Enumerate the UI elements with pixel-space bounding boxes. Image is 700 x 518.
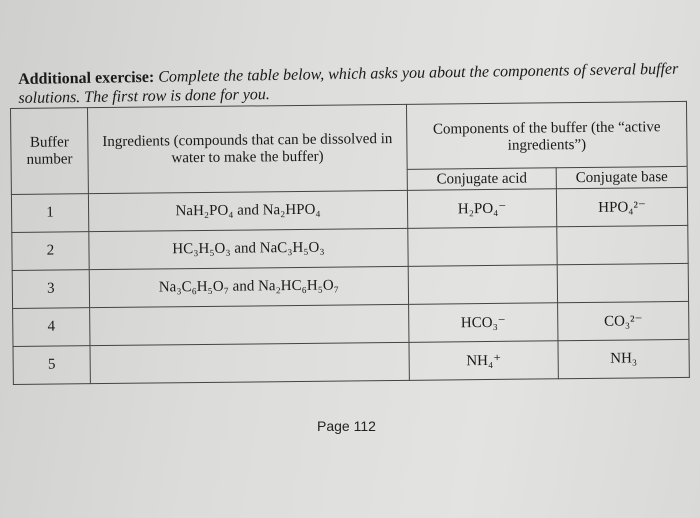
header-components: Components of the buffer (the “active ingredients”) (406, 101, 687, 169)
buffer-table-container (10, 101, 690, 385)
exercise-label: Additional exercise: (18, 68, 155, 88)
page-number: Page 112 (317, 418, 376, 434)
row-conjugate-acid[interactable] (408, 227, 557, 267)
row-conjugate-acid[interactable] (408, 265, 557, 305)
row-ingredients[interactable] (90, 304, 409, 345)
row-conjugate-base: HPO₄²⁻ (556, 187, 687, 226)
row-number: 5 (13, 346, 90, 385)
row-ingredients[interactable] (90, 342, 409, 383)
buffer-table (10, 101, 690, 385)
header-conjugate-acid: Conjugate acid (407, 168, 556, 191)
table-header-row (11, 101, 688, 173)
row-conjugate-base: NH₃ (558, 339, 689, 378)
row-number: 3 (12, 270, 89, 309)
exercise-instructions: Complete the table below, which asks you about the components of several buffer solutions. The first row is done for you. (18, 60, 679, 107)
row-ingredients: HC₃H₅O₃ and NaC₃H₅O₃ (89, 228, 408, 269)
row-conjugate-acid: H₂PO₄⁻ (407, 189, 556, 229)
row-ingredients: Na₃C₆H₅O₇ and Na₂HC₆H₅O₇ (89, 266, 408, 307)
row-conjugate-base[interactable] (557, 225, 688, 264)
header-conjugate-base: Conjugate base (556, 166, 687, 188)
header-ingredients: Ingredients (compounds that can be dissolved in water to make the buffer) (88, 104, 408, 193)
row-conjugate-base[interactable] (557, 263, 688, 302)
row-number: 2 (12, 232, 89, 271)
row-ingredients: NaH₂PO₄ and Na₂HPO₄ (88, 190, 407, 231)
row-conjugate-acid: NH₄⁺ (409, 341, 558, 381)
row-conjugate-base: CO₃²⁻ (558, 301, 689, 340)
row-number: 1 (11, 194, 88, 233)
table-row (13, 339, 689, 384)
exercise-heading (18, 59, 689, 108)
row-conjugate-acid: HCO₃⁻ (409, 303, 558, 343)
row-number: 4 (13, 308, 90, 347)
header-buffer-number: Buffer number (11, 108, 89, 195)
